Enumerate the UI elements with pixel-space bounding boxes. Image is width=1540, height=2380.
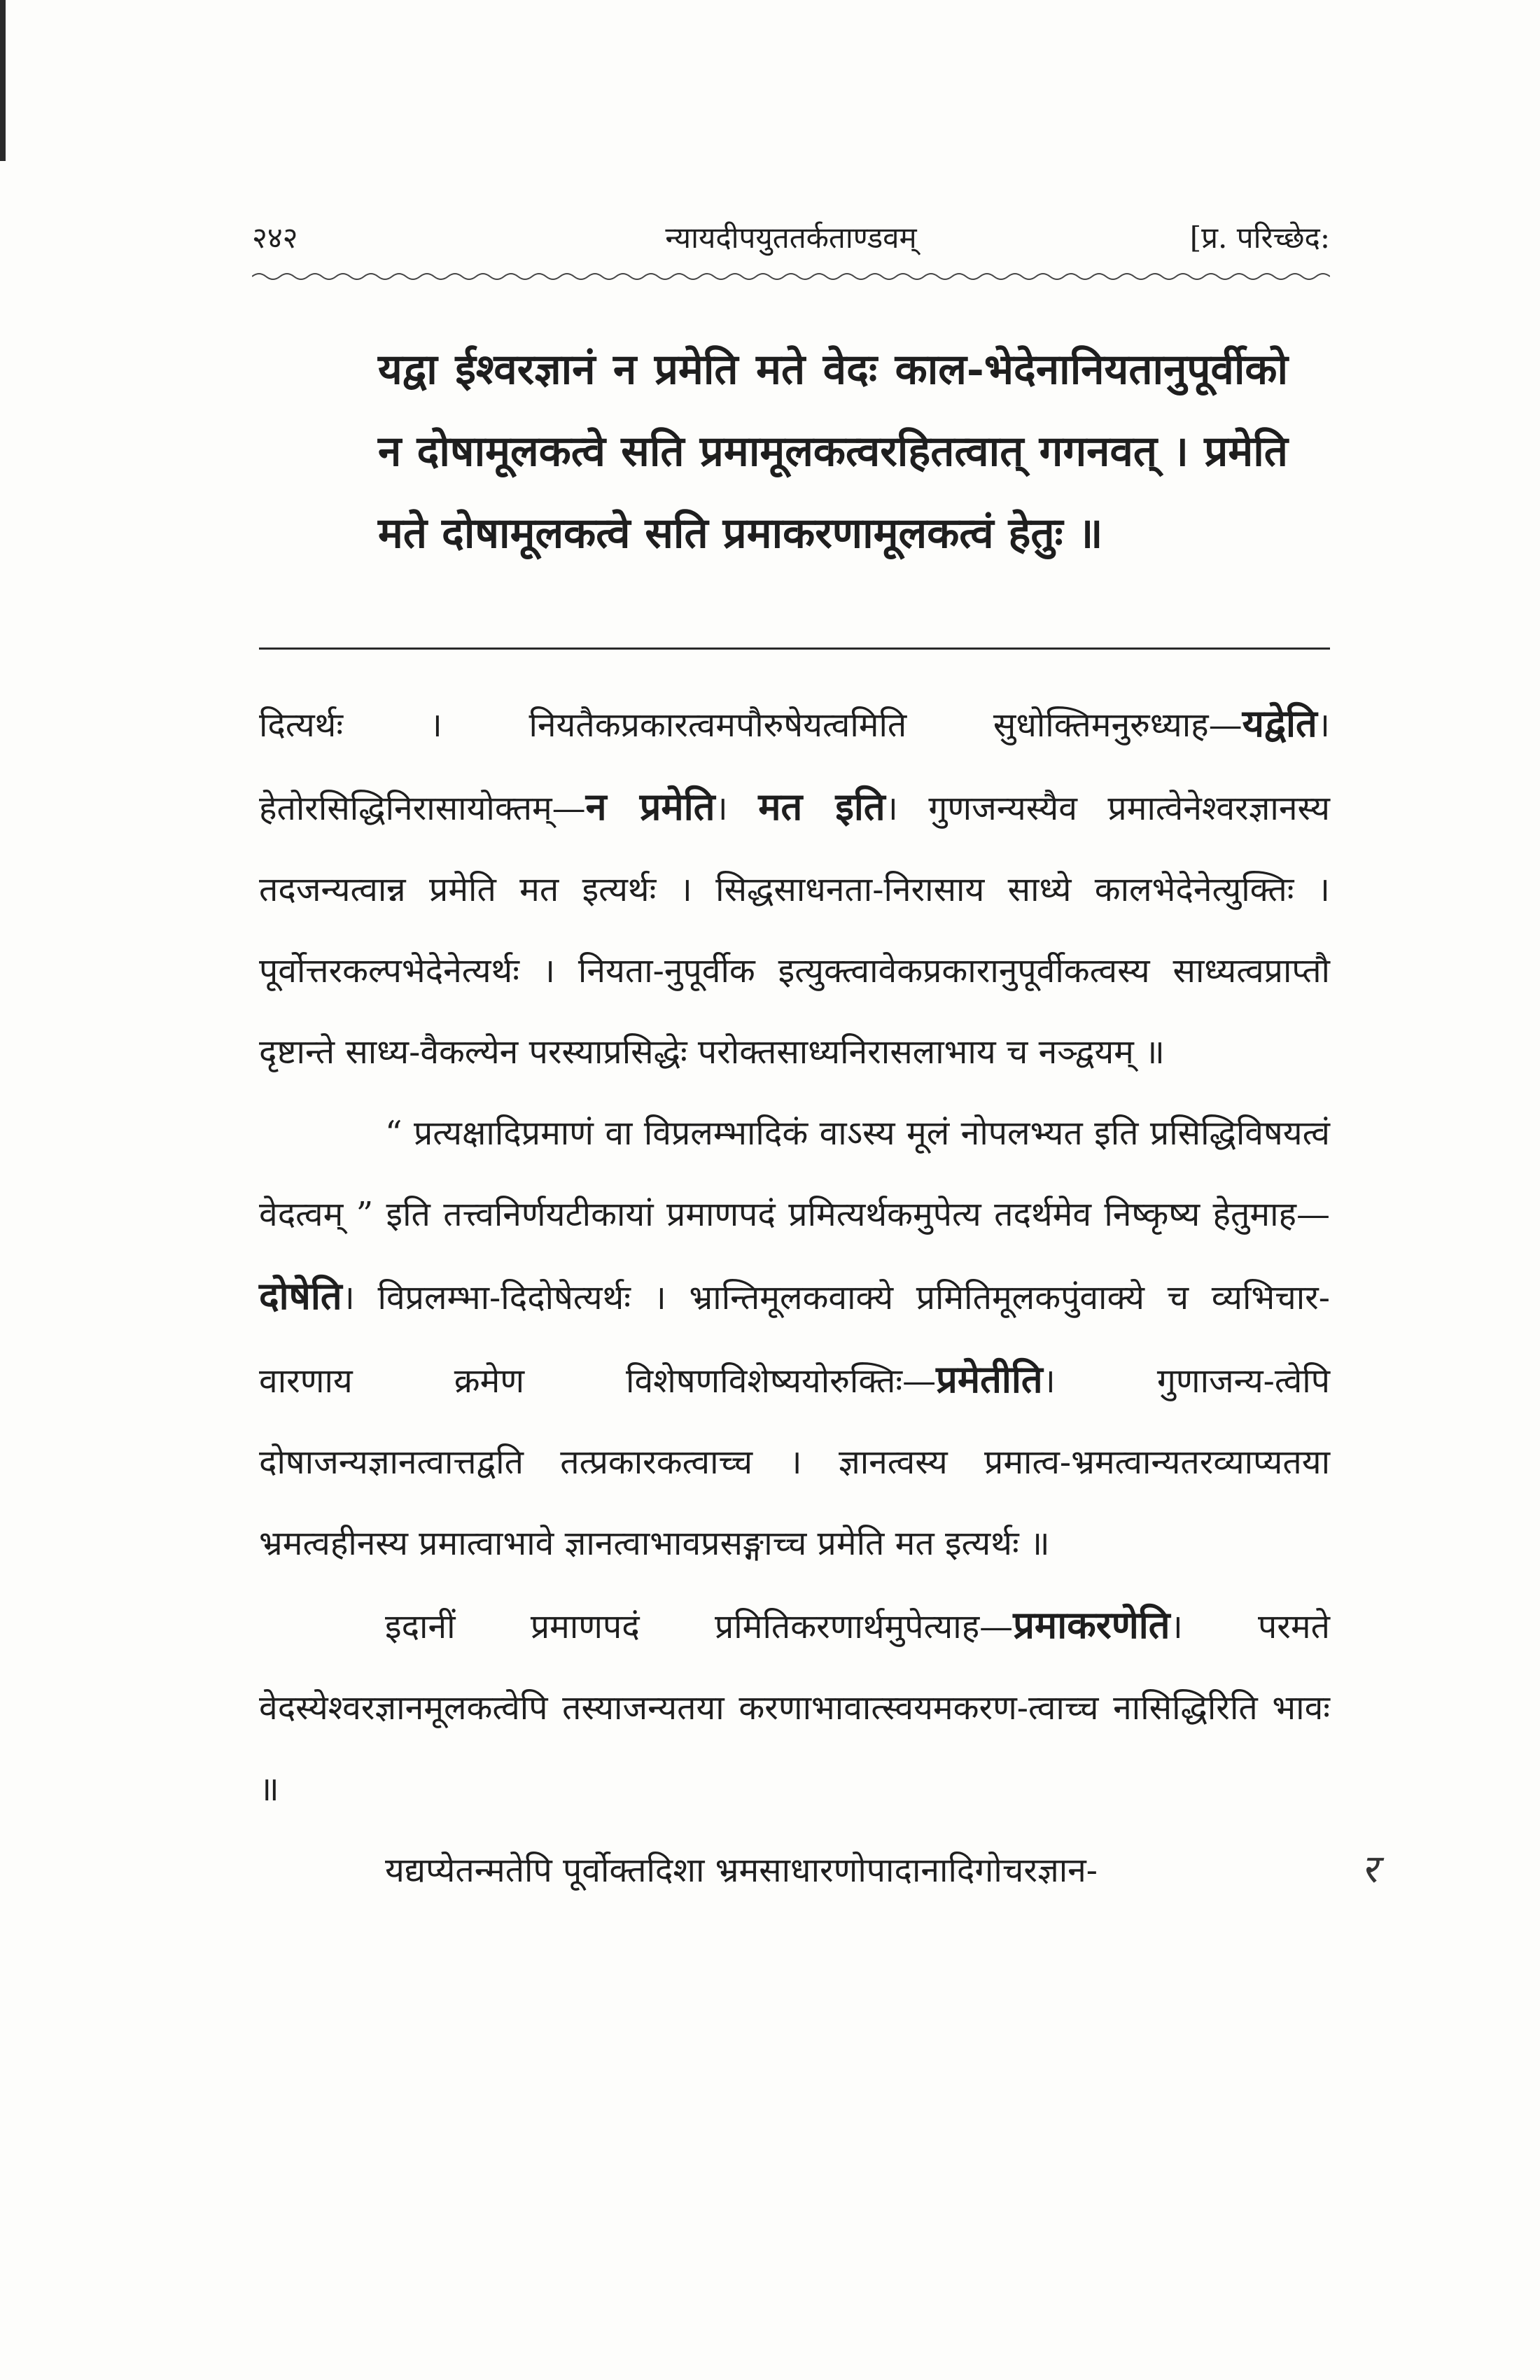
para3-text-2: । परमते वेदस्येश्वरज्ञानमूलकत्वेपि तस्याजन्यतया करणाभावात्स्वयमकरण-त्वाच्च नासिद्धिरिति भावः ॥ bbox=[259, 1607, 1330, 1809]
commentary bbox=[259, 682, 1330, 1911]
page-number: २४२ bbox=[252, 220, 298, 255]
commentary-paragraph-4: यद्यप्येतन्मतेपि पूर्वोक्तदिशा भ्रमसाधारणोपादानादिगोचरज्ञान- bbox=[385, 1851, 1098, 1890]
para1-text-3: । bbox=[715, 789, 728, 828]
page-edge-shadow bbox=[0, 0, 6, 161]
para1-keyword-1: यद्वेति bbox=[1242, 701, 1317, 746]
para2-text-3: । गुणाजन्य-त्वेपि दोषाजन्यज्ञानत्वात्तद्वति तत्प्रकारकत्वाच्च । ज्ञानत्वस्य प्रमात्व-भ्रमत्वान्यतरव्याप्यतया भ्रमत्वहीनस्य प्रमात्वाभावे ज्ञानत्वाभावप्रसङ्गाच्च प्रमेति मत इत्यर्थः ॥ bbox=[259, 1362, 1330, 1563]
running-title: न्यायदीपयुततर्कताण्डवम् bbox=[665, 220, 917, 255]
para2-text-2: । विप्रलम्भा-दिदोषेत्यर्थः । भ्रान्तिमूलकवाक्ये प्रमितिमूलकपुंवाक्ये च व्यभिचार-वारणाय क्रमेण विशेषणविशेष्ययोरुक्तिः— bbox=[259, 1278, 1330, 1401]
para2-text-1: “ प्रत्यक्षादिप्रमाणं वा विप्रलम्भादिकं वाऽस्य मूलं नोपलभ्यत इति प्रसिद्धिविषयत्वं वेदत्वम् ” इति तत्त्वनिर्णयटीकायां प्रमाणपदं प्रमित्यर्थकमुपेत्य तदर्थमेव निष्कृष्य हेतुमाह— bbox=[259, 1114, 1330, 1234]
commentary-paragraph-1 bbox=[259, 682, 1330, 1093]
para3-text-1: इदानीं प्रमाणपदं प्रमितिकरणार्थमुपेत्याह— bbox=[385, 1607, 1014, 1646]
commentary-paragraph-3 bbox=[259, 1584, 1330, 1830]
para1-text-4: । गुणजन्यस्यैव प्रमात्वेनेश्वरज्ञानस्य तदजन्यत्वान्न प्रमेति मत इत्यर्थः । सिद्धसाधनता-निरासाय साध्ये कालभेदेनेत्युक्तिः । पूर्वोत्तरकल्पभेदेनेत्यर्थः । नियता-नुपूर्वीक इत्युक्त्वावेकप्रकारानुपूर्वीकत्वस्य साध्यत्वप्राप्तौ दृष्टान्ते साध्य-वैकल्येन परस्याप्रसिद्धेः परोक्तसाध्यनिरासलाभाय च नञ्द्वयम् ॥ bbox=[259, 789, 1331, 1072]
para2-keyword-1: दोषेति bbox=[259, 1273, 342, 1318]
commentary-paragraph-2 bbox=[259, 1093, 1330, 1584]
header-wavy-rule bbox=[252, 270, 1330, 284]
verse-text: यद्वा ईश्वरज्ञानं न प्रमेति मते वेदः काल-भेदेनानियतानुपूर्वीको न दोषामूलकत्वे सति प्रमामूलकत्वरहितत्वात् गगनवत् । प्रमेति मते दोषामूलकत्वे सति प्रमाकरणामूलकत्वं हेतुः ॥ bbox=[378, 345, 1288, 558]
para1-keyword-2: न प्रमेति bbox=[585, 784, 715, 829]
running-header bbox=[252, 210, 1330, 266]
para1-text-1: दित्यर्थः । नियतैकप्रकारत्वमपौरुषेयत्वमिति सुधोक्तिमनुरुध्याह— bbox=[259, 706, 1242, 745]
para2-keyword-2: प्रमेतीति bbox=[936, 1357, 1043, 1401]
para1-text-2: । हेतोरसिद्धिनिरासायोक्तम्— bbox=[259, 706, 1330, 828]
para3-keyword-1: प्रमाकरणेति bbox=[1013, 1602, 1170, 1647]
handwritten-margin-note: र bbox=[1362, 1847, 1378, 1892]
para1-keyword-3: मत इति bbox=[758, 784, 886, 829]
section-label: [प्र. परिच्छेद: bbox=[1189, 220, 1330, 255]
verse-divider bbox=[259, 648, 1330, 650]
